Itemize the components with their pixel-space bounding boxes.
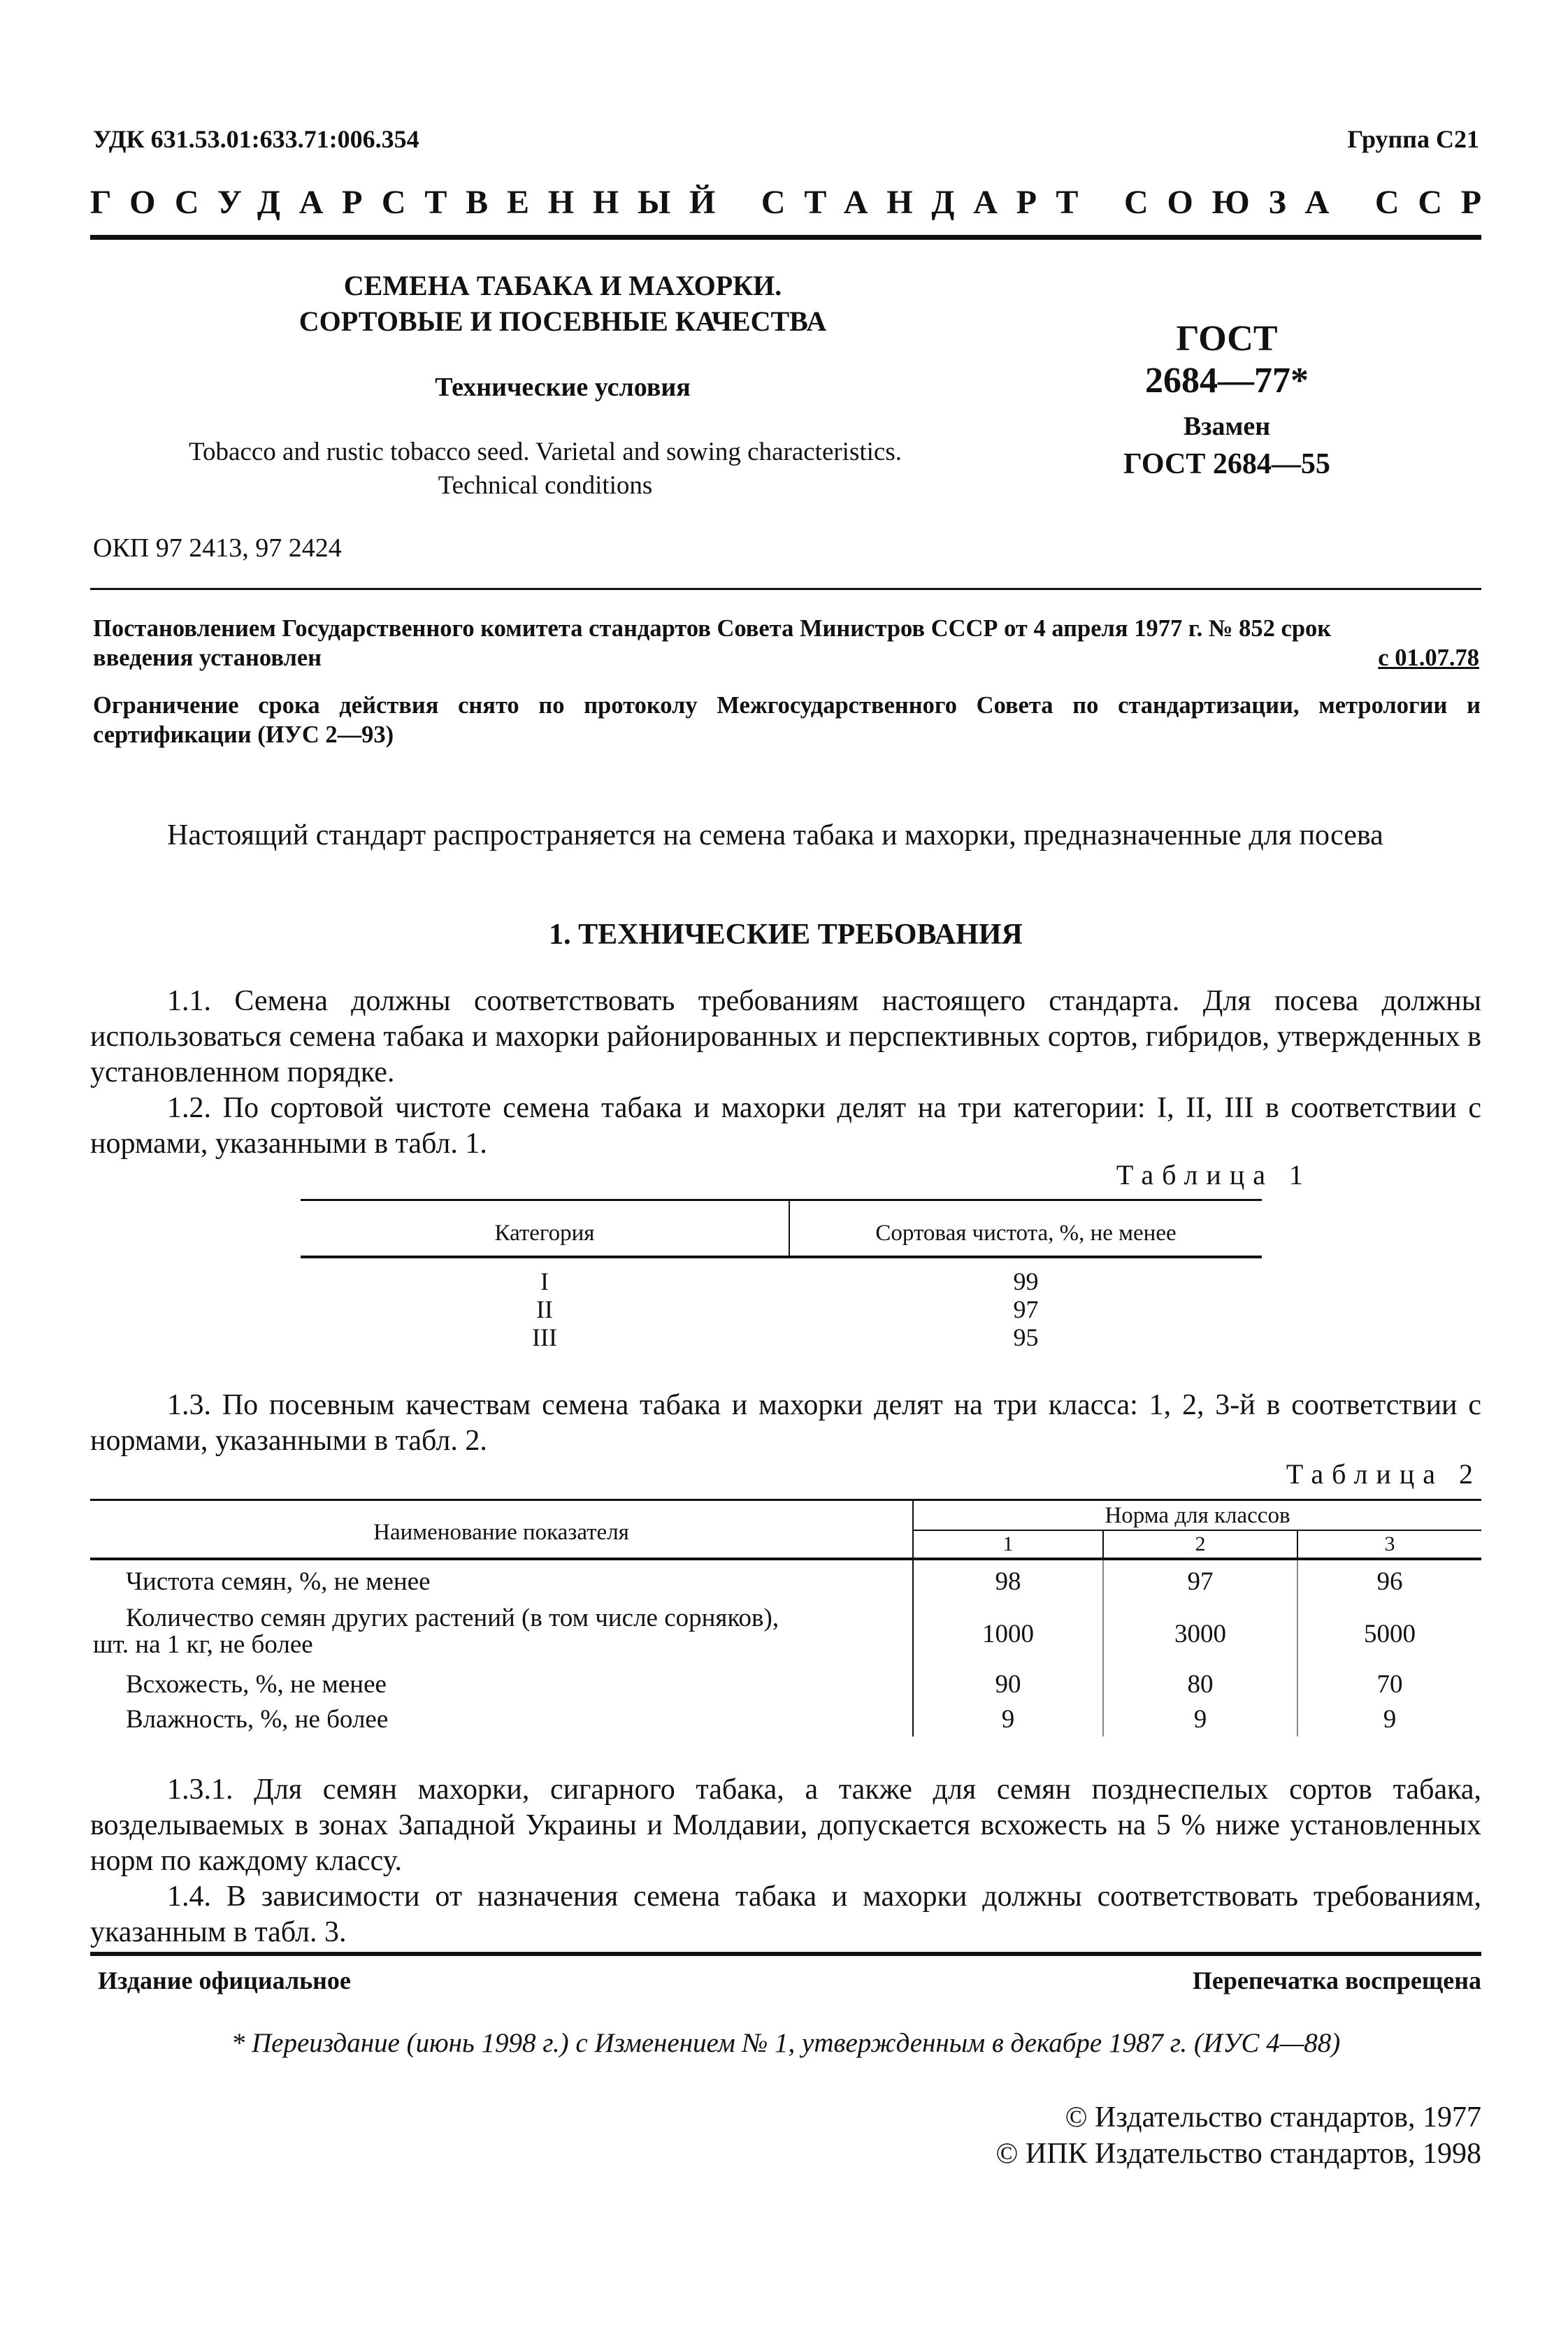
title-line-1: СЕМЕНА ТАБАКА И МАХОРКИ. <box>343 270 782 301</box>
reprint-prohibited-label: Перепечатка воспрещена <box>1192 1966 1481 1994</box>
table-row: 96 <box>1376 1567 1403 1596</box>
table-row: Количество семян других растений (в том числе сорняков), <box>126 1604 779 1632</box>
gost-number: 2684—77* <box>1145 361 1309 401</box>
english-title-line-1: Tobacco and rustic tobacco seed. Varietal and sowing characteristics. <box>189 438 902 466</box>
decree-line-1: Постановлением Государственного комитета стандартов Совета Министров СССР от 4 апреля 1977 г. № 852 срок <box>93 615 1332 642</box>
table-row: Влажность, %, не более <box>126 1705 389 1734</box>
table-row: Чистота семян, %, не менее <box>126 1567 431 1596</box>
banner-rule <box>90 235 1481 240</box>
table-row: 9 <box>1383 1705 1397 1734</box>
table-row: 80 <box>1187 1670 1214 1699</box>
standard-banner: ГОСУДАРСТВЕННЫЙ СТАНДАРТ СОЮЗА ССР <box>90 184 1500 221</box>
replaces-label: Взамен <box>1183 412 1271 441</box>
table-1-header-category: Категория <box>494 1221 595 1246</box>
table-2-norm-rule <box>914 1530 1481 1531</box>
table-2-header-indicator: Наименование показателя <box>373 1520 629 1545</box>
table-row: I <box>540 1267 549 1295</box>
table-2-caption: Таблица 2 <box>1286 1458 1481 1490</box>
footer-rule <box>90 1952 1481 1956</box>
table-row: 1000 <box>982 1620 1034 1648</box>
gost-label: ГОСТ <box>1176 319 1278 359</box>
table-row: 99 <box>1013 1267 1039 1295</box>
table-row: 98 <box>995 1567 1021 1596</box>
decree-limit-text: Ограничение срока действия снято по протоколу Межгосударственного Совета по стандартизации, метрологии и сертификации (ИУС 2—93) <box>93 692 1481 748</box>
table-row: II <box>536 1295 553 1323</box>
paragraph-1-2: 1.2. По сортовой чистоте семена табака и махорки делят на три категории: I, II, III в соответствии с нормами, указанными в табл. 1. <box>90 1092 1481 1160</box>
table-1-top-rule <box>301 1199 1262 1201</box>
decree-effective-date: с 01.07.78 <box>1378 645 1479 671</box>
paragraph-1-3: 1.3. По посевным качествам семена табака и махорки делят на три класса: 1, 2, 3-й в соответствии с нормами, указанными в табл. 2. <box>90 1389 1481 1457</box>
table-row: Всхожесть, %, не менее <box>126 1670 387 1699</box>
copyright-1977: © Издательство стандартов, 1977 <box>1065 2101 1481 2134</box>
title-line-2: СОРТОВЫЕ И ПОСЕВНЫЕ КАЧЕСТВА <box>299 305 827 337</box>
english-title-line-2: Technical conditions <box>438 471 653 500</box>
subtitle: Технические условия <box>435 373 691 402</box>
table-2-class-3: 3 <box>1384 1532 1395 1555</box>
table-row: 5000 <box>1364 1620 1416 1648</box>
group-code: Группа С21 <box>1347 125 1479 153</box>
table-row: 3000 <box>1174 1620 1226 1648</box>
udk-code: УДК 631.53.01:633.71:006.354 <box>93 125 419 153</box>
table-row: 97 <box>1187 1567 1214 1596</box>
table-row: 90 <box>995 1670 1021 1699</box>
section-1-title: 1. ТЕХНИЧЕСКИЕ ТРЕБОВАНИЯ <box>549 919 1023 951</box>
table-1-caption: Таблица 1 <box>1116 1159 1311 1191</box>
table-1-header-purity: Сортовая чистота, %, не менее <box>875 1221 1177 1246</box>
table-2-header-norm: Норма для классов <box>1105 1503 1290 1528</box>
table-2-header-rule <box>90 1558 1481 1560</box>
table-row: 9 <box>1193 1705 1207 1734</box>
reissue-note: * Переиздание (июнь 1998 г.) с Изменением № 1, утвержденным в декабре 1987 г. (ИУС 4—88) <box>231 2028 1341 2058</box>
decree-line-2-left: введения установлен <box>93 645 322 671</box>
table-row: 70 <box>1376 1670 1403 1699</box>
table-2-top-rule <box>90 1499 1481 1501</box>
table-2-class-2: 2 <box>1195 1532 1206 1555</box>
table-row: 9 <box>1001 1705 1015 1734</box>
official-edition-label: Издание официальное <box>98 1966 351 1994</box>
paragraph-1-4: 1.4. В зависимости от назначения семена табака и махорки должны соответствовать требованиям, указанным в табл. 3. <box>90 1881 1481 1948</box>
table-row: шт. на 1 кг, не более <box>93 1630 313 1659</box>
title-block-rule <box>90 588 1481 590</box>
table-row: 95 <box>1013 1323 1039 1351</box>
paragraph-1-1: 1.1. Семена должны соответствовать требованиям настоящего стандарта. Для посева должны использоваться семена табака и махорки районированных и перспективных сортов, гибридов, утвержденных в установленном порядке. <box>90 985 1481 1088</box>
table-row: 97 <box>1013 1295 1039 1323</box>
intro-paragraph: Настоящий стандарт распространяется на семена табака и махорки, предназначенные для посева <box>167 819 1383 851</box>
okp-code: ОКП 97 2413, 97 2424 <box>93 533 342 563</box>
paragraph-1-3-1: 1.3.1. Для семян махорки, сигарного табака, а также для семян позднеспелых сортов табака, возделываемых в зонах Западной Украины и Молдавии, допускается всхожесть на 5 % ниже установленных норм по каждому классу. <box>90 1774 1481 1877</box>
table-row: III <box>532 1323 557 1351</box>
table-2-class-1: 1 <box>1002 1532 1014 1555</box>
copyright-1998: © ИПК Издательство стандартов, 1998 <box>995 2138 1481 2170</box>
table-1-header-rule <box>301 1256 1262 1258</box>
replaces-gost: ГОСТ 2684—55 <box>1123 448 1330 480</box>
